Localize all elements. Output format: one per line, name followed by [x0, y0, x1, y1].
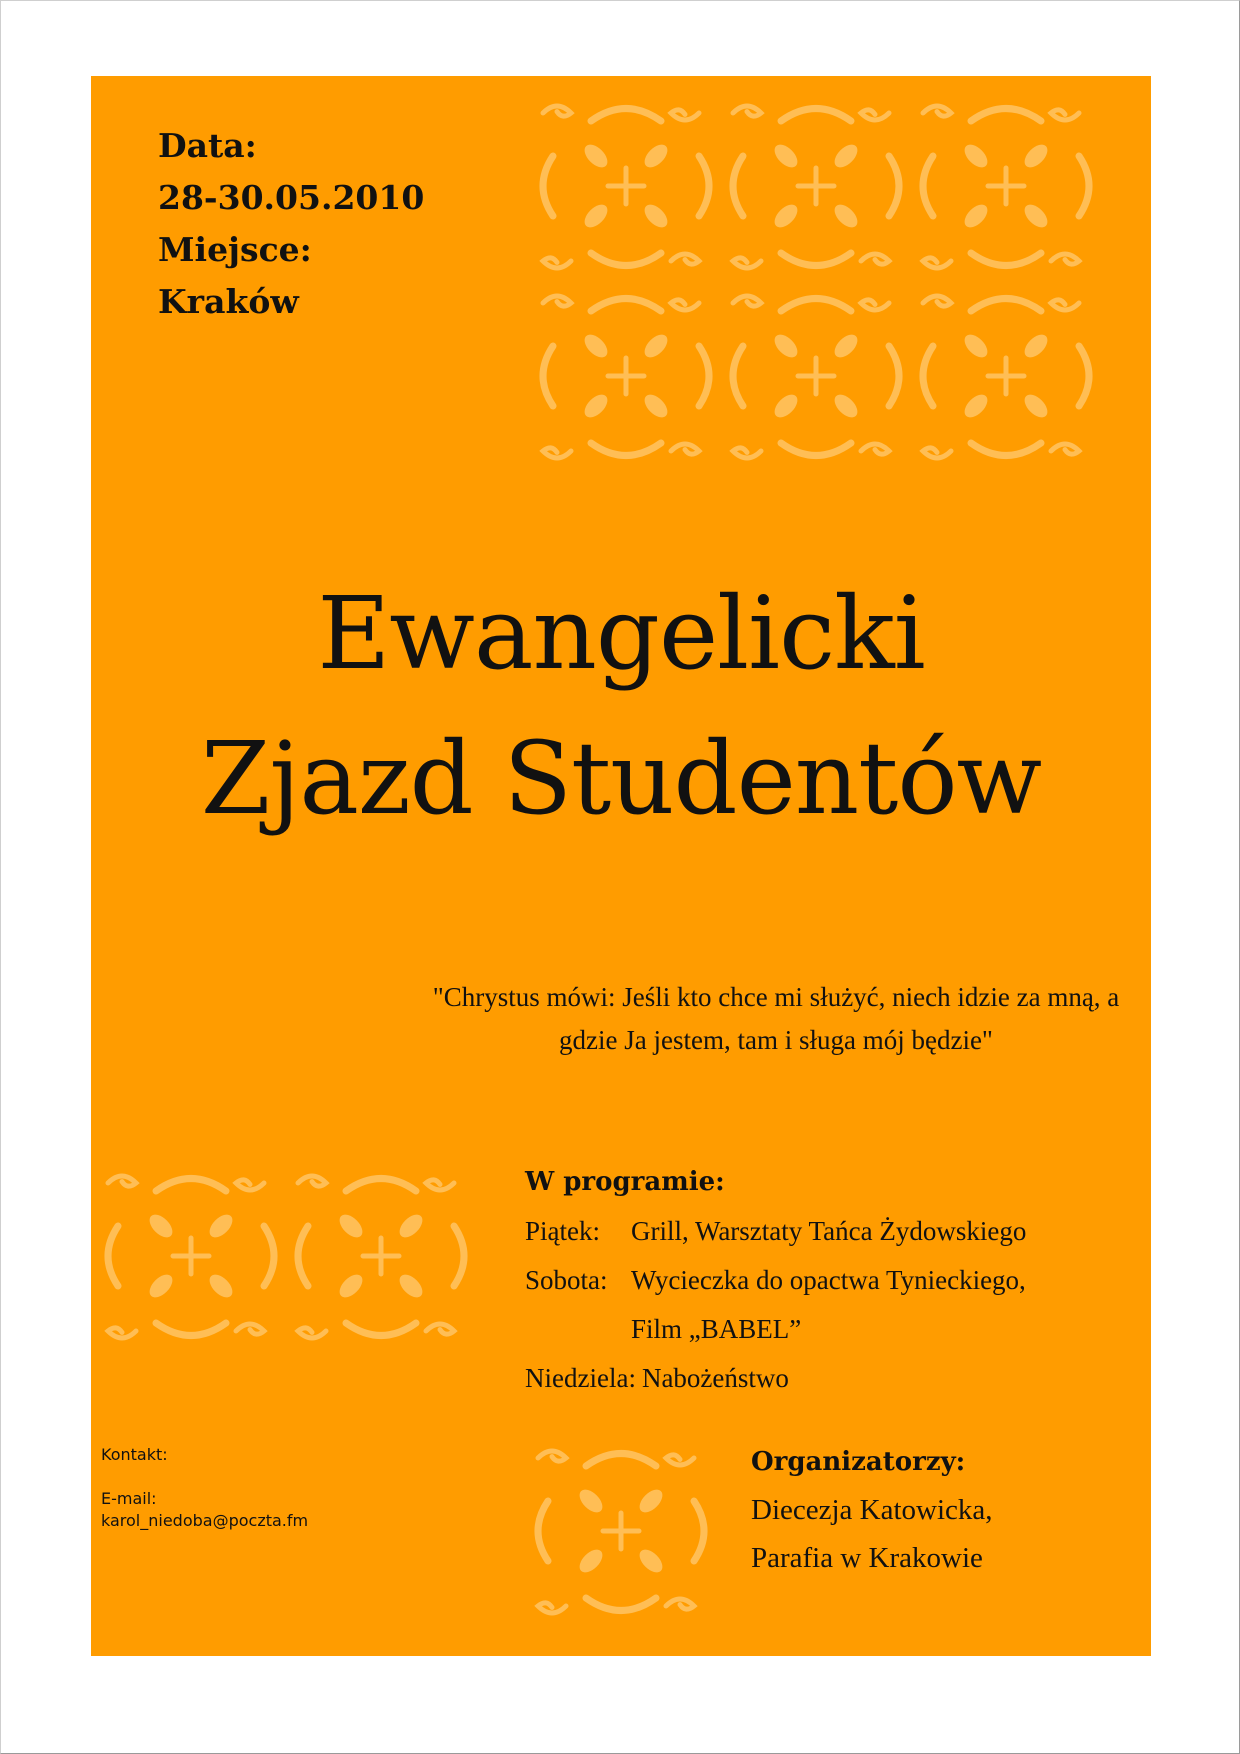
program-row	[525, 1256, 1026, 1305]
program-day	[525, 1305, 631, 1354]
program-day: Piątek:	[525, 1216, 600, 1246]
program-events: Film „BABEL”	[631, 1314, 802, 1344]
program-section	[525, 1158, 1026, 1403]
program-row	[525, 1305, 1026, 1354]
ornament-pattern-left	[96, 1161, 476, 1351]
bible-quote: "Chrystus mówi: Jeśli kto chce mi służyć, niech idzie za mną, a gdzie Ja jestem, tam i sługa mój będzie"	[432, 982, 1120, 1055]
ornament-icon	[96, 1161, 476, 1351]
ornament-icon	[526, 1436, 716, 1626]
organizer-line-1: Diecezja Katowicka,	[751, 1494, 993, 1526]
program-day: Niedziela:	[525, 1363, 636, 1393]
date-label: Data:	[158, 126, 257, 165]
program-row	[525, 1207, 1026, 1256]
date-value: 28-30.05.2010	[158, 178, 425, 217]
contact-section	[101, 1444, 308, 1532]
program-events: Nabożeństwo	[641, 1363, 789, 1393]
event-info	[158, 120, 424, 328]
ornament-pattern-bottom	[526, 1436, 716, 1626]
organizer-line-2: Parafia w Krakowie	[751, 1542, 983, 1574]
poster	[91, 76, 1151, 1656]
place-value: Kraków	[158, 282, 299, 321]
organizers-section	[751, 1438, 993, 1582]
program-events: Wycieczka do opactwa Tynieckiego,	[631, 1265, 1026, 1295]
email-label: E-mail:	[101, 1489, 157, 1508]
program-row	[525, 1354, 1026, 1403]
ornament-pattern-top	[531, 91, 1101, 471]
title-line-1: Ewangelicki	[317, 575, 925, 692]
program-events: Grill, Warsztaty Tańca Żydowskiego	[631, 1216, 1027, 1246]
email-address[interactable]: karol_niedoba@poczta.fm	[101, 1511, 309, 1530]
title-line-2: Zjazd Studentów	[200, 720, 1042, 837]
contact-label: Kontakt:	[101, 1445, 168, 1464]
ornament-icon	[531, 91, 1101, 471]
program-heading: W programie:	[525, 1167, 725, 1197]
program-day: Sobota:	[525, 1265, 608, 1295]
organizers-heading: Organizatorzy:	[751, 1447, 966, 1477]
place-label: Miejsce:	[158, 230, 312, 269]
poster-title	[91, 561, 1151, 851]
